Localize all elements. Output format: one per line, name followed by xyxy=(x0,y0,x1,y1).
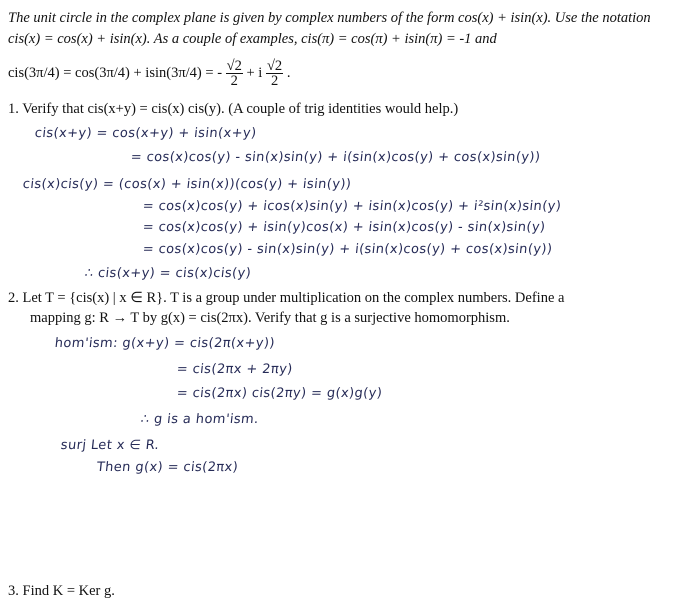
q2-work-line: = cis(2πx + 2πy) xyxy=(176,362,294,377)
q1-work-line: = cos(x)cos(y) - sin(x)sin(y) + i(sin(x)cos(y) + cos(x)sin(y)) xyxy=(142,242,554,257)
q1-work-line: cis(x+y) = cos(x+y) + isin(x+y) xyxy=(34,126,258,141)
intro-line-3 xyxy=(8,58,290,88)
intro-line-2: cis(x) = cos(x) + isin(x). As a couple of examples, cis(π) = cos(π) + isin(π) = -1 and xyxy=(8,31,497,47)
question-2-statement-line-1: 2. Let T = {cis(x) | x ∈ R}. T is a group under multiplication on the complex numbers. Define a xyxy=(8,290,565,306)
fraction-denominator: 2 xyxy=(230,73,238,90)
q2-work-line: hom'ism: g(x+y) = cis(2π(x+y)) xyxy=(54,336,276,351)
q2-work-line: ∴ g is a hom'ism. xyxy=(140,412,260,427)
question-2-statement-line-2: mapping g: R → T by g(x) = cis(2πx). Verify that g is a surjective homomorphism. xyxy=(30,310,510,326)
sqrt2-over-2-fraction xyxy=(226,59,243,88)
fraction-numerator: √2 xyxy=(266,58,283,75)
question-1-statement: 1. Verify that cis(x+y) = cis(x) cis(y). (A couple of trig identities would help.) xyxy=(8,101,459,117)
q1-work-line: = cos(x)cos(y) - sin(x)sin(y) + i(sin(x)cos(y) + cos(x)sin(y)) xyxy=(130,150,542,165)
fraction-numerator: √2 xyxy=(226,58,242,75)
question-3-statement: 3. Find K = Ker g. xyxy=(8,583,115,599)
q1-work-line: = cos(x)cos(y) + isin(y)cos(x) + isin(x)cos(y) - sin(x)sin(y) xyxy=(142,220,547,235)
intro-period: . xyxy=(286,65,291,81)
intro-line-1: The unit circle in the complex plane is given by complex numbers of the form cos(x) + isin(x). Use the notation xyxy=(8,10,651,26)
q1-conclusion: ∴ cis(x+y) = cis(x)cis(y) xyxy=(84,266,252,281)
sqrt2-over-2-fraction-imag xyxy=(266,59,283,88)
q2-work-line: surj Let x ∈ R. xyxy=(60,438,160,453)
example-3pi-4-lhs: cis(3π/4) = cos(3π/4) + isin(3π/4) = - xyxy=(8,65,223,81)
q2-work-line: Then g(x) = cis(2πx) xyxy=(96,460,239,475)
fraction-denominator: 2 xyxy=(270,73,279,90)
q2-work-line: = cis(2πx) cis(2πy) = g(x)g(y) xyxy=(176,386,384,401)
imaginary-plus: + i xyxy=(246,65,263,81)
q1-work-line: cis(x)cis(y) = (cos(x) + isin(x))(cos(y) + isin(y)) xyxy=(22,177,353,192)
q1-work-line: = cos(x)cos(y) + icos(x)sin(y) + isin(x)cos(y) + i²sin(x)sin(y) xyxy=(142,199,563,214)
